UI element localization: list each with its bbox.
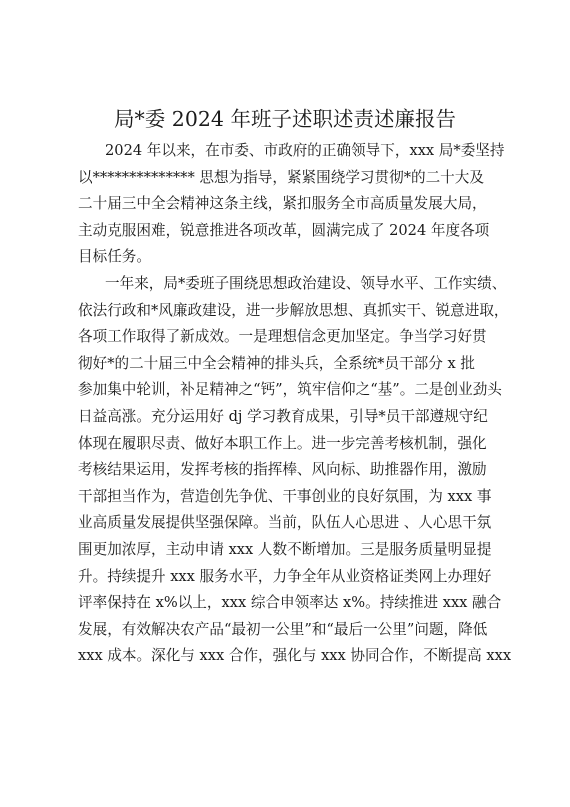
body-line: 彻好*的二十届三中全会精神的排头兵，全系统*员干部分 x 批 bbox=[78, 354, 475, 372]
body-line: 主动克服困难，锐意推进各项改革，圆满完成了 2024 年度各项 bbox=[78, 221, 490, 239]
document-body bbox=[78, 138, 512, 670]
document-title: 局*委 2024 年班子述职述责述廉报告 bbox=[114, 107, 456, 131]
body-line: 升。持续提升 xxx 服务水平，力争全年从业资格证类网上办理好 bbox=[78, 567, 492, 585]
body-line: 日益高涨。充分运用好 dj 学习教育成果，引导*员干部遵规守纪 bbox=[78, 407, 488, 425]
body-line: 二十届三中全会精神这条主线，紧扣服务全市高质量发展大局， bbox=[78, 195, 487, 213]
body-line: 体现在履职尽责、做好本职工作上。进一步完善考核机制，强化 bbox=[78, 434, 487, 452]
body-line: 依法行政和*风廉政建设，进一步解放思想、真抓实干、锐意进取， bbox=[78, 301, 509, 319]
body-line: 一年来，局*委班子围绕思想政治建设、领导水平、工作实绩、 bbox=[105, 274, 507, 292]
body-line: 以************** 思想为指导，紧紧围绕学习贯彻*的二十大及 bbox=[78, 168, 484, 186]
body-line: 评率保持在 x%以上，xxx 综合申领率达 x%。持续推进 xxx 融合 bbox=[78, 594, 502, 612]
body-line: 干部担当作为，营造创先争优、干事创业的良好氛围，为 xxx 事 bbox=[78, 487, 492, 505]
body-line: 业高质量发展提供坚强保障。当前，队伍人心思进 、人心思干氛 bbox=[78, 514, 492, 532]
body-line: 发展，有效解决农产品“最初一公里”和“最后一公里”问题，降低 bbox=[78, 620, 488, 638]
body-line: 考核结果运用，发挥考核的指挥棒、风向标、助推器作用，激励 bbox=[78, 461, 487, 479]
body-line: 各项工作取得了新成效。一是理想信念更加坚定。争当学习好贯 bbox=[78, 328, 487, 346]
body-line: 2024 年以来，在市委、市政府的正确领导下，xxx 局*委坚持 bbox=[105, 142, 505, 159]
body-line: 目标任务。 bbox=[78, 248, 151, 266]
body-line: 围更加浓厚，主动申请 xxx 人数不断增加。三是服务质量明显提 bbox=[78, 540, 492, 558]
body-line: 参加集中轮训，补足精神之“钙”，筑牢信仰之“基”。二是创业劲头 bbox=[78, 381, 502, 399]
body-line: xxx 成本。深化与 xxx 合作，强化与 xxx 协同合作，不断提高 xxx bbox=[78, 647, 512, 665]
